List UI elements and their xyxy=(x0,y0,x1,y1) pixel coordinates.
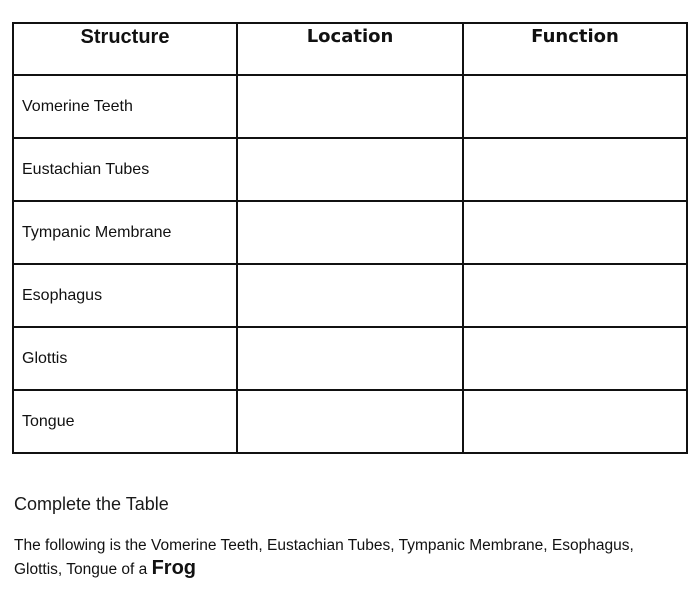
function-cell[interactable] xyxy=(463,327,687,390)
structure-table xyxy=(12,22,688,454)
structure-cell: Eustachian Tubes xyxy=(13,138,237,201)
structure-cell: Tympanic Membrane xyxy=(13,201,237,264)
function-cell[interactable] xyxy=(463,264,687,327)
table-row xyxy=(13,75,687,138)
instructions-body xyxy=(14,535,684,581)
structure-cell: Esophagus xyxy=(13,264,237,327)
table-row xyxy=(13,327,687,390)
function-cell[interactable] xyxy=(463,138,687,201)
location-cell[interactable] xyxy=(237,75,463,138)
organism-name: Frog xyxy=(151,557,197,579)
function-cell[interactable] xyxy=(463,75,687,138)
header-structure: Structure xyxy=(13,23,237,75)
table-row xyxy=(13,390,687,453)
location-cell[interactable] xyxy=(237,390,463,453)
instructions-text: The following is the Vomerine Teeth, Eustachian Tubes, Tympanic Membrane, Esophagus, Glottis, Tongue of a xyxy=(14,537,634,578)
instructions-heading: Complete the Table xyxy=(14,494,169,514)
structure-cell: Vomerine Teeth xyxy=(13,75,237,138)
structure-cell: Tongue xyxy=(13,390,237,453)
location-cell[interactable] xyxy=(237,138,463,201)
location-cell[interactable] xyxy=(237,264,463,327)
table-row xyxy=(13,264,687,327)
location-cell[interactable] xyxy=(237,327,463,390)
table-row xyxy=(13,138,687,201)
header-function: Function xyxy=(463,23,687,75)
function-cell[interactable] xyxy=(463,201,687,264)
header-location: Location xyxy=(237,23,463,75)
location-cell[interactable] xyxy=(237,201,463,264)
function-cell[interactable] xyxy=(463,390,687,453)
structure-cell: Glottis xyxy=(13,327,237,390)
table-header-row xyxy=(13,23,687,75)
table-row xyxy=(13,201,687,264)
